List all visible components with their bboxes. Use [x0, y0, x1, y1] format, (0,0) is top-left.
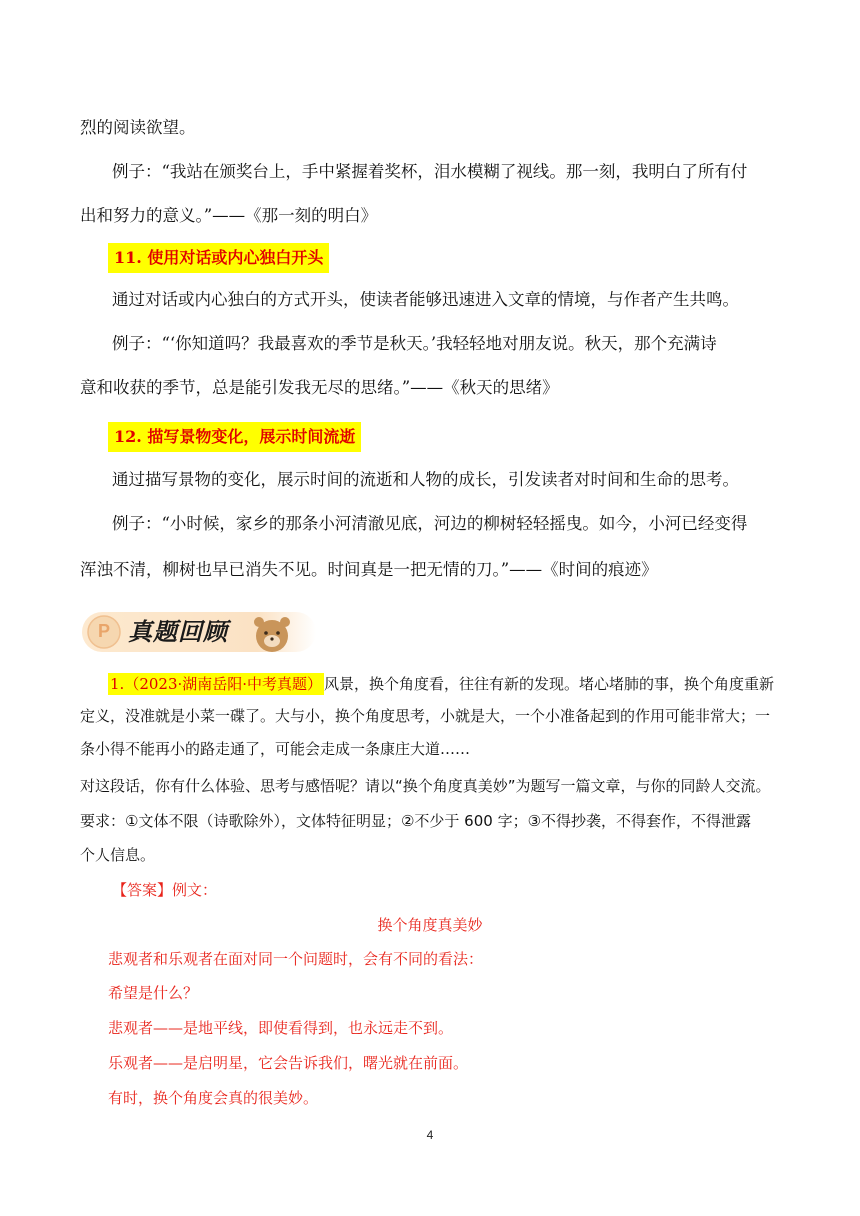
question-source-highlight: [108, 673, 324, 695]
description-12: 通过描写景物的变化，展示时间的流逝和人物的成长，引发读者对时间和生命的思考。: [112, 470, 739, 489]
answer-label-rest: 例文：: [172, 881, 218, 899]
question-line-4: 对这段话，你有什么体验、思考与感悟呢？请以“换个角度真美妙”为题写一篇文章，与你的同龄人交流。: [80, 777, 771, 795]
example-11-line-2: 意和收获的季节，总是能引发我无尽的思绪。”——《秋天的思绪》: [80, 378, 559, 397]
example-11-line-1: 例子：“‘你知道吗？我最喜欢的季节是秋天。’我轻轻地对朋友说。秋天，那个充满诗: [112, 334, 717, 353]
question-line-5: 要求：①文体不限（诗歌除外），文体特征明显；②不少于 600 字；③不得抄袭，不得套作，不得泄露: [80, 812, 752, 830]
example-10-line-1: 例子：“我站在颁奖台上，手中紧握着奖杯，泪水模糊了视线。那一刻，我明白了所有付: [112, 162, 748, 181]
question-line-3: 条小得不能再小的路走通了，可能会走成一条康庄大道……: [80, 740, 471, 758]
example-12-line-2: 浑浊不清，柳树也早已消失不见。时间真是一把无情的刀。”——《时间的痕迹》: [80, 560, 658, 579]
question-source: （2023·湖南岳阳·中考真题）: [124, 675, 323, 693]
essay-line-3: 悲观者——是地平线，即使看得到，也永远走不到。: [108, 1019, 454, 1037]
question-number: 1.: [110, 675, 125, 693]
question-line-1-text: 风景，换个角度看，往往有新的发现。堵心堵肺的事，换个角度重新: [324, 675, 775, 693]
answer-bracket-label: 【答案】: [112, 881, 173, 899]
heading-11: 11. 使用对话或内心独白开头: [108, 243, 329, 273]
paragraph-continuation: 烈的阅读欲望。: [80, 118, 196, 137]
question-line-1: [108, 673, 774, 695]
example-12-line-1: 例子：“小时候，家乡的那条小河清澈见底，河边的柳树轻轻摇曳。如今，小河已经变得: [112, 514, 748, 533]
question-line-6: 个人信息。: [80, 846, 156, 864]
essay-title: 换个角度真美妙: [377, 916, 483, 934]
essay-line-1: 悲观者和乐观者在面对同一个问题时，会有不同的看法：: [108, 950, 484, 968]
banner-title: 真题回顾: [128, 617, 228, 646]
example-10-line-2: 出和努力的意义。”——《那一刻的明白》: [80, 206, 378, 225]
heading-12: 12. 描写景物变化，展示时间流逝: [108, 422, 361, 452]
page-number: 4: [426, 1128, 434, 1142]
description-11: 通过对话或内心独白的方式开头，使读者能够迅速进入文章的情境，与作者产生共鸣。: [112, 290, 739, 309]
answer-label: [112, 879, 217, 901]
essay-line-2: 希望是什么？: [108, 984, 199, 1002]
question-line-2: 定义，没准就是小菜一碟了。大与小，换个角度思考，小就是大，一个小准备起到的作用可能非常大；一: [80, 707, 771, 725]
essay-line-5: 有时，换个角度会真的很美妙。: [108, 1089, 319, 1107]
section-banner: [82, 606, 326, 656]
essay-line-4: 乐观者——是启明星，它会告诉我们，曙光就在前面。: [108, 1054, 469, 1072]
banner-logo-icon: P: [97, 621, 110, 641]
